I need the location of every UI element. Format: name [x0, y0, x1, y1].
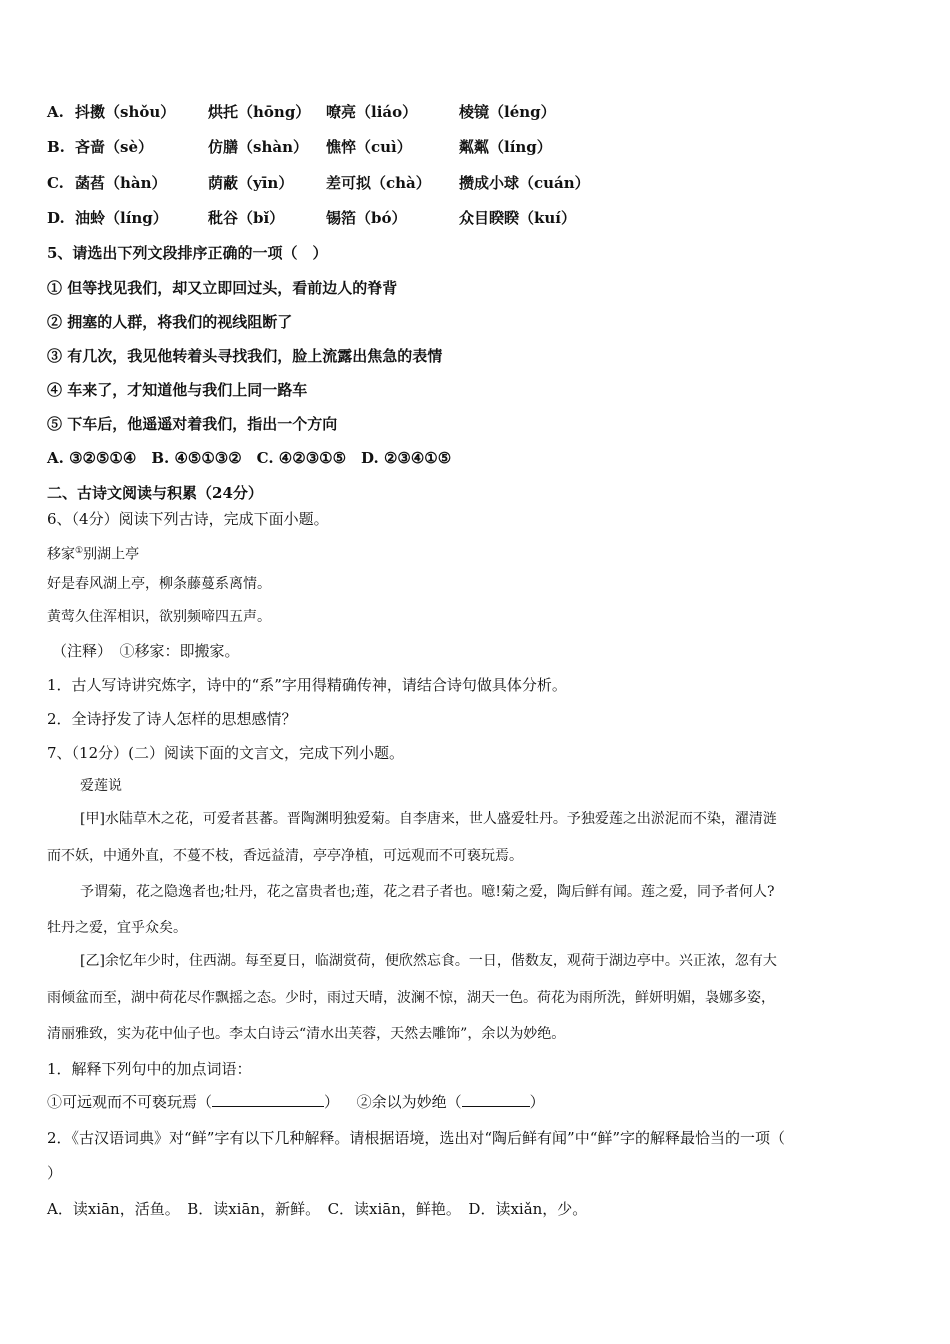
- essay-line: [甲]水陆草木之花，可爱者甚蕃。晋陶渊明独爱菊。自李唐来，世人盛爱牡丹。予独爱莲之出淤泥而不染，濯清涟: [80, 811, 777, 827]
- q4-item: 仿膳（shàn）: [208, 138, 308, 156]
- q4-item: 攒成小球（cuán）: [459, 174, 590, 192]
- poem-title: 移家①别湖上亭: [47, 546, 140, 563]
- essay-line: 牡丹之爱，宜乎众矣。: [47, 920, 187, 936]
- q7-question-2: 2．《古汉语词典》对“鲜”字有以下几种解释。请根据语境，选出对“陶后鲜有闻”中“鲜”字的解释最恰当的一项（: [47, 1129, 786, 1147]
- q7-intro: 7、（12分）(二）阅读下面的文言文，完成下列小题。: [47, 744, 404, 762]
- q6-intro: 6、（4分）阅读下列古诗，完成下面小题。: [47, 510, 329, 528]
- essay-line: 而不妖，中通外直，不蔓不枝，香远益清，亭亭净植，可远观而不可亵玩焉。: [47, 848, 523, 864]
- q4-item: 嘹亮（liáo）: [326, 103, 418, 121]
- essay-line: 予谓菊，花之隐逸者也;牡丹，花之富贵者也;莲，花之君子者也。噫!菊之爱，陶后鲜有闻。莲之爱，同予者何人?: [80, 884, 775, 900]
- q4-item: 众目睽睽（kuí）: [459, 209, 576, 227]
- poem-line: 黄莺久住浑相识，欲别频啼四五声。: [47, 609, 271, 625]
- q4-item: 差可拟（chà）: [326, 174, 431, 192]
- q4-item: 烘托（hōng）: [208, 103, 311, 121]
- q7-question-1: 1．解释下列句中的加点词语：: [47, 1060, 252, 1078]
- footnote-marker: ①: [75, 546, 84, 556]
- q4-item: 锡箔（bó）: [326, 209, 407, 227]
- q5-item: ② 拥塞的人群，将我们的视线阻断了: [47, 313, 293, 331]
- q5-title: 5、请选出下列文段排序正确的一项（ ）: [47, 244, 328, 262]
- q4-item: 油蛉（líng）: [75, 209, 168, 227]
- q7-question-2-options: A．读xiān，活鱼。 B．读xiān，新鲜。 C．读xiān，鲜艳。 D．读xiǎn，少。: [47, 1200, 588, 1218]
- q4-item: 吝啬（sè）: [75, 138, 153, 156]
- essay-line: 雨倾盆而至，湖中荷花尽作飘摇之态。少时，雨过天晴，波澜不惊，湖天一色。荷花为雨所洗，鲜妍明媚，袅娜多姿，: [47, 990, 775, 1006]
- q4-option-label: A.: [47, 103, 64, 121]
- q4-item: 菡萏（hàn）: [75, 174, 167, 192]
- q5-options: A. ③②⑤①④ B. ④⑤①③② C. ④②③①⑤ D. ②③④①⑤: [47, 449, 452, 467]
- q5-item: ⑤ 下车后，他遥遥对着我们，指出一个方向: [47, 415, 338, 433]
- q7-question-1-blanks: ①可远观而不可亵玩焉（ ） ②余以为妙绝（ ）: [47, 1093, 545, 1111]
- q4-item: 粼粼（líng）: [459, 138, 552, 156]
- poem-line: 好是春风湖上亭，柳条藤蔓系离情。: [47, 576, 271, 592]
- q4-item: 憔悴（cuì）: [326, 138, 412, 156]
- q4-item: 棱镜（léng）: [459, 103, 556, 121]
- q4-option-label: D.: [47, 209, 65, 227]
- essay-title: 爱莲说: [80, 778, 122, 794]
- q5-item: ① 但等找见我们，却又立即回过头，看前边人的脊背: [47, 279, 398, 297]
- answer-blank[interactable]: [212, 1092, 324, 1107]
- q4-item: 抖擞（shǒu）: [75, 103, 176, 121]
- section-heading: 二、古诗文阅读与积累（24分）: [47, 484, 263, 502]
- essay-line: 清丽雅致，实为花中仙子也。李太白诗云“清水出芙蓉，天然去雕饰”，余以为妙绝。: [47, 1026, 566, 1042]
- answer-blank[interactable]: [462, 1092, 530, 1107]
- essay-line: [乙]余忆年少时，住西湖。每至夏日，临湖赏荷，便欣然忘食。一日，偕数友，观荷于湖边亭中。兴正浓，忽有大: [80, 953, 777, 969]
- q4-option-label: B.: [47, 138, 65, 156]
- annotation: （注释） ①移家：即搬家。: [52, 642, 240, 660]
- q4-item: 荫蔽（yīn）: [208, 174, 294, 192]
- q5-item: ③ 有几次，我见他转着头寻找我们，脸上流露出焦急的表情: [47, 347, 443, 365]
- q7-question-2-cont: ）: [47, 1164, 63, 1182]
- q5-item: ④ 车来了，才知道他与我们上同一路车: [47, 381, 308, 399]
- q6-question-2: 2．全诗抒发了诗人怎样的思想感情？: [47, 710, 297, 728]
- q4-item: 秕谷（bǐ）: [208, 209, 285, 227]
- q4-option-label: C.: [47, 174, 64, 192]
- q6-question-1: 1．古人写诗讲究炼字，诗中的“系”字用得精确传神，请结合诗句做具体分析。: [47, 676, 567, 694]
